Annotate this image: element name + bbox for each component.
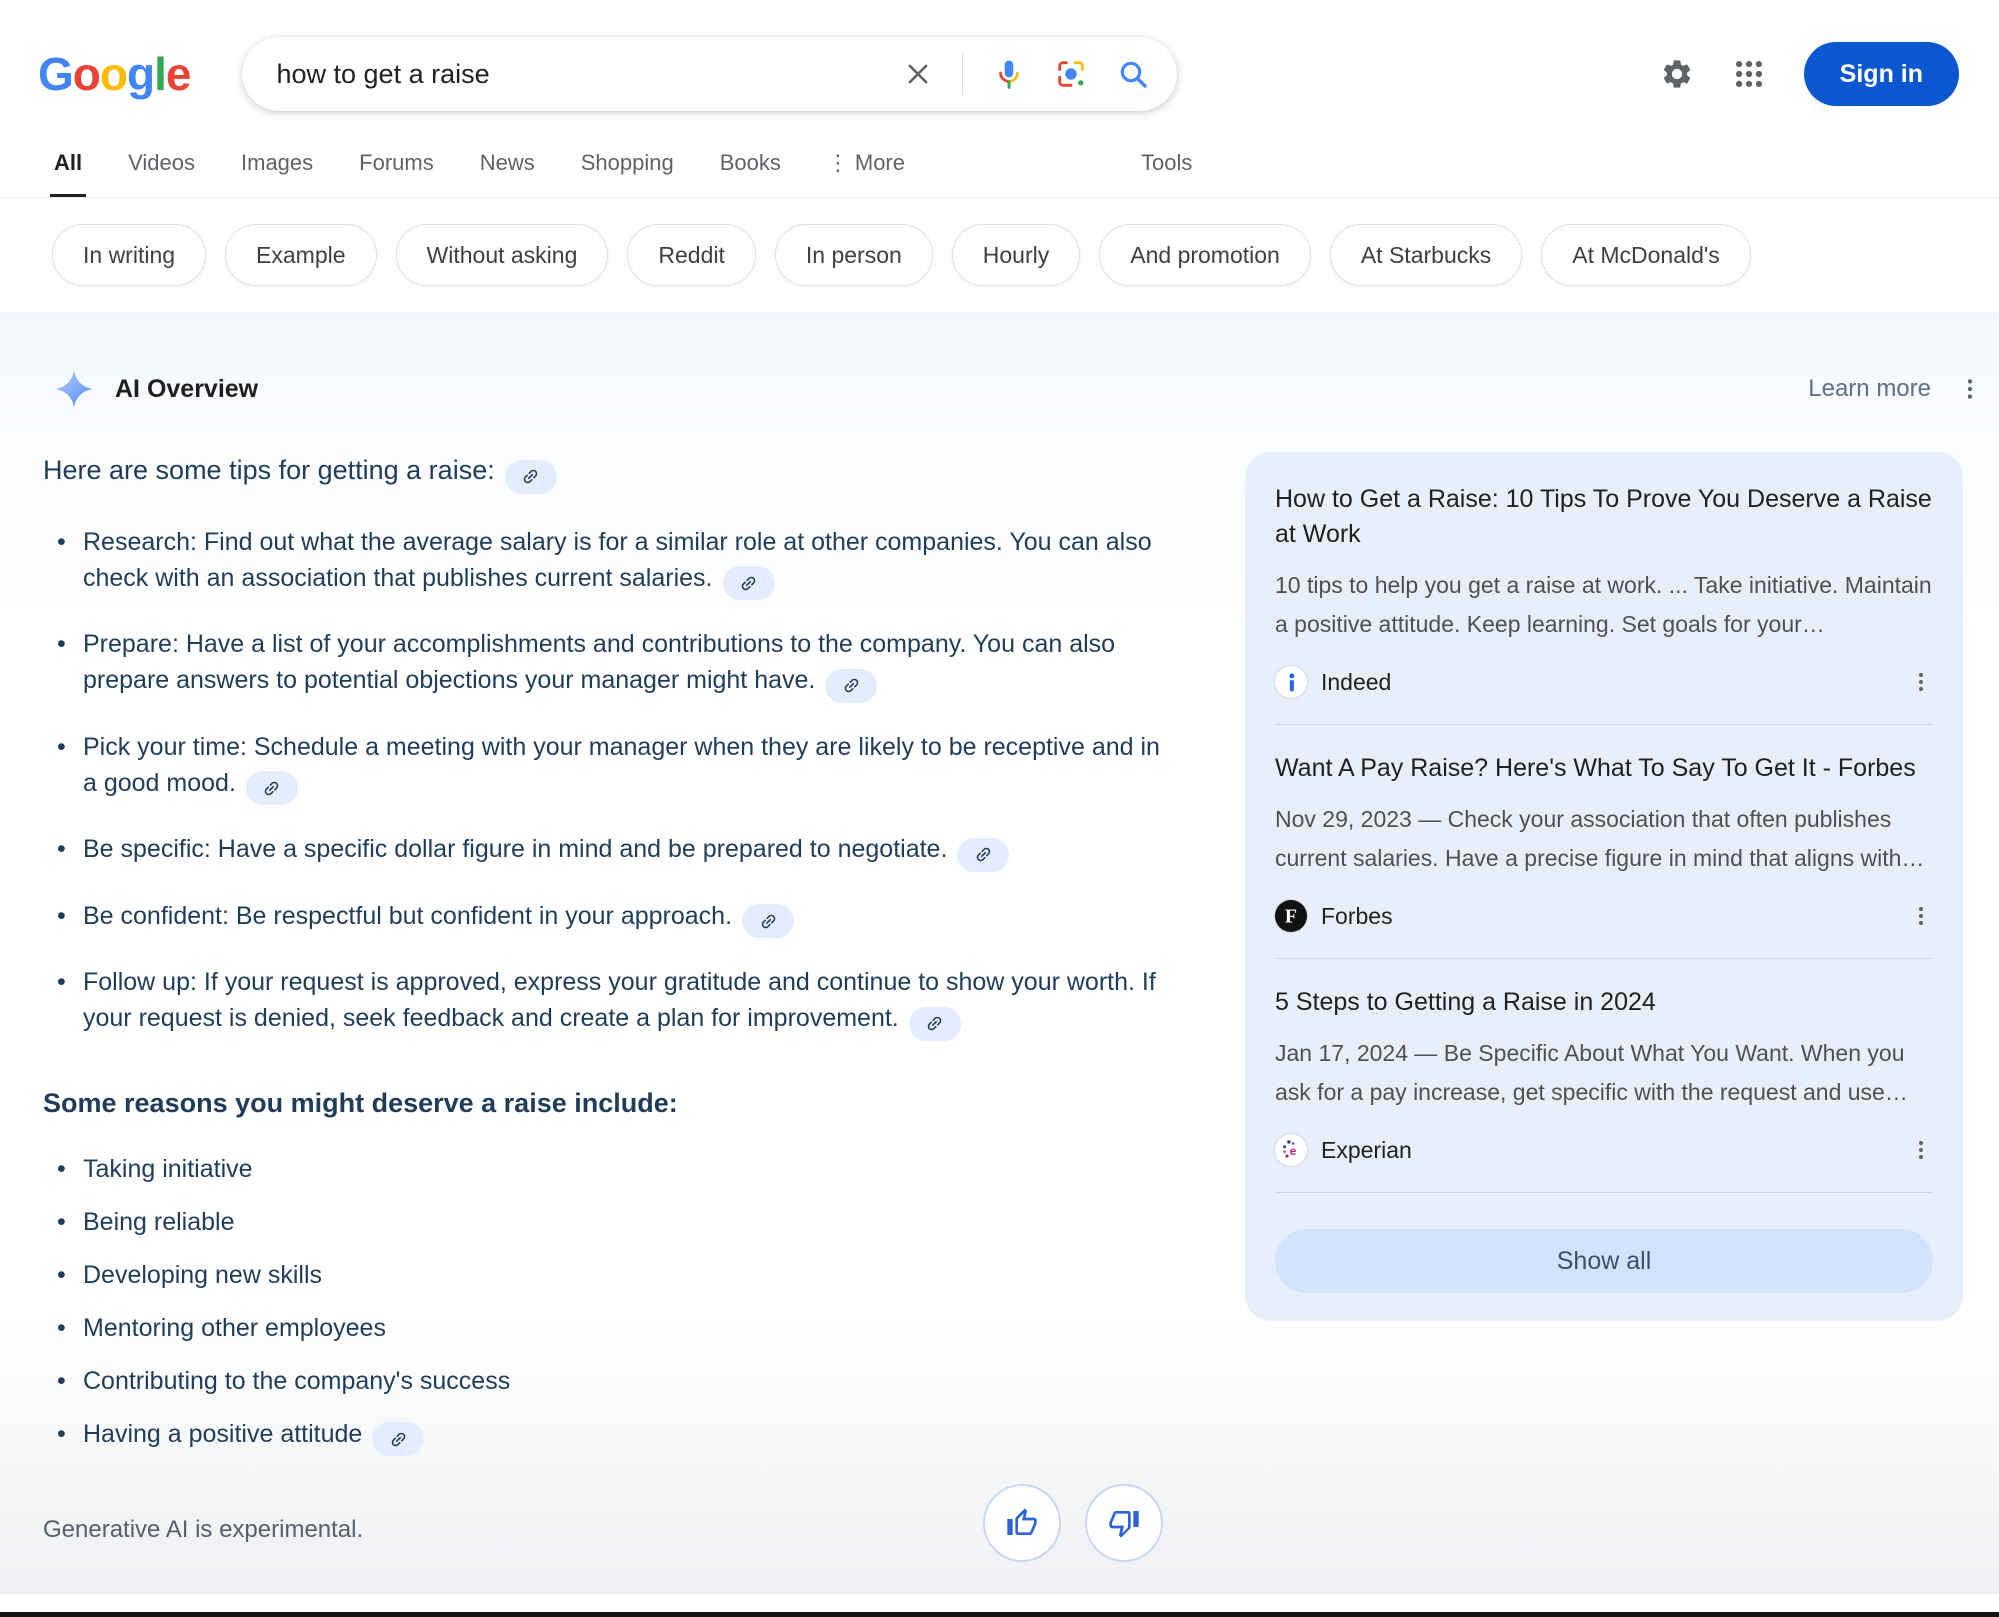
refinement-chip[interactable]: In writing [52, 224, 206, 286]
reason-item: • Taking initiative [43, 1151, 1163, 1187]
ai-overview-section [0, 312, 1999, 1594]
search-icon[interactable] [1117, 58, 1149, 90]
source-card-title[interactable]: Want A Pay Raise? Here's What To Say To Get It - Forbes [1275, 754, 1916, 782]
source-name[interactable]: Indeed [1321, 668, 1392, 695]
ai-overview-title: AI Overview [115, 374, 259, 403]
reasons-list [43, 1151, 1163, 1457]
tip-item: • Pick your time: Schedule a meeting with your manager when they are likely to be receptive and in a good mood. [43, 729, 1163, 806]
citation-chip[interactable] [909, 1007, 961, 1041]
search-tabs [0, 118, 1999, 198]
card-menu-icon[interactable] [1909, 670, 1933, 694]
citation-chip[interactable] [505, 460, 557, 494]
source-card-snippet: Jan 17, 2024 — Be Specific About What You Want. When you ask for a pay increase, get specific with the request and use… [1275, 1040, 1908, 1105]
search-tab-label: All [54, 150, 83, 175]
ai-answer-column [43, 452, 1163, 1473]
card-menu-icon[interactable] [1909, 904, 1933, 928]
search-bar[interactable] [242, 37, 1177, 111]
ai-overview-menu-icon[interactable] [1957, 376, 1983, 402]
source-card-snippet: 10 tips to help you get a raise at work. ... Take initiative. Maintain a positive attitude. Keep learning. Set goals for your… [1275, 572, 1932, 637]
source-name[interactable]: Experian [1321, 1136, 1412, 1163]
reason-item: • Contributing to the company's success [43, 1363, 1163, 1399]
card-menu-icon[interactable] [1909, 1138, 1933, 1162]
ai-overview-header [0, 312, 1999, 408]
more-menu-icon: ⋮ [826, 150, 849, 175]
tip-item: • Research: Find out what the average salary is for a similar role at other companies. You can also check with an association that publishes current salaries. [43, 524, 1163, 601]
apps-icon[interactable] [1732, 57, 1766, 91]
refinement-chip[interactable]: In person [775, 224, 933, 286]
reason-item: • Being reliable [43, 1204, 1163, 1240]
tip-item: • Prepare: Have a list of your accomplishments and contributions to the company. You can also prepare answers to potential objections your manager might have. [43, 626, 1163, 703]
refinement-chip[interactable]: Reddit [627, 224, 755, 286]
ai-sparkle-icon [55, 370, 93, 408]
tools-label: Tools [1141, 150, 1193, 175]
refinement-chip[interactable]: And promotion [1099, 224, 1311, 286]
source-card-title[interactable]: 5 Steps to Getting a Raise in 2024 [1275, 988, 1656, 1016]
citation-chip[interactable] [957, 838, 1009, 872]
search-divider [962, 53, 963, 95]
tip-item: • Be confident: Be respectful but confident in your approach. [43, 898, 1163, 939]
search-tab[interactable] [50, 150, 86, 197]
search-tab[interactable] [476, 150, 539, 197]
screen-bottom-edge [0, 1612, 1999, 1617]
svg-text:e: e [1289, 1144, 1297, 1159]
refinement-chip[interactable]: At McDonald's [1541, 224, 1751, 286]
source-card [1275, 751, 1933, 932]
citation-chip[interactable] [723, 566, 775, 600]
search-tab-label: Videos [128, 150, 195, 175]
search-input[interactable] [276, 59, 904, 90]
experimental-note: Generative AI is experimental. [43, 1516, 364, 1543]
sign-in-button[interactable]: Sign in [1804, 42, 1959, 106]
header [0, 0, 1999, 118]
citation-chip[interactable] [742, 904, 794, 938]
search-tab-label: Images [241, 150, 314, 175]
experian-favicon [1275, 1134, 1307, 1166]
search-tab[interactable] [577, 150, 678, 197]
search-tab-label: News [479, 150, 535, 175]
reason-item: • Developing new skills [43, 1257, 1163, 1293]
reason-item: • Having a positive attitude [43, 1416, 1163, 1457]
search-tab-label: Books [719, 150, 781, 175]
refinement-chips [0, 198, 1999, 312]
search-tab-label: Forums [359, 150, 434, 175]
search-tab-label: More [854, 150, 905, 175]
search-tab-label: Shopping [580, 150, 674, 175]
tips-list [43, 524, 1163, 1041]
forbes-favicon [1275, 900, 1307, 932]
ai-footer [0, 1474, 1999, 1594]
settings-icon[interactable] [1660, 57, 1694, 91]
search-tab[interactable] [237, 150, 317, 197]
indeed-favicon [1275, 666, 1307, 698]
citation-chip[interactable] [372, 1422, 424, 1456]
clear-icon[interactable] [904, 60, 932, 88]
svg-text:F: F [1284, 905, 1298, 928]
source-card [1275, 482, 1933, 698]
search-tab[interactable] [716, 150, 785, 197]
tip-item: • Follow up: If your request is approved, express your gratitude and continue to show your worth. If your request is denied, seek feedback and create a plan for improvement. [43, 964, 1163, 1041]
card-divider [1275, 958, 1933, 959]
lens-icon[interactable] [1055, 58, 1087, 90]
tab-tools[interactable] [1137, 150, 1196, 197]
source-card-snippet: Nov 29, 2023 — Check your association that often publishes current salaries. Have a precise figure in mind that aligns with… [1275, 806, 1925, 871]
search-tab[interactable] [124, 150, 199, 197]
mic-icon[interactable] [993, 58, 1025, 90]
show-all-button[interactable]: Show all [1275, 1229, 1933, 1293]
ai-intro-heading: Here are some tips for getting a raise: [43, 452, 1163, 494]
search-tab[interactable] [823, 150, 909, 197]
search-tab[interactable] [355, 150, 438, 197]
google-logo[interactable]: Google [38, 48, 191, 100]
tip-item: • Be specific: Have a specific dollar figure in mind and be prepared to negotiate. [43, 831, 1163, 872]
card-divider [1275, 1192, 1933, 1193]
refinement-chip[interactable]: Hourly [952, 224, 1080, 286]
refinement-chip[interactable]: Example [225, 224, 376, 286]
refinement-chip[interactable]: Without asking [396, 224, 609, 286]
citation-chip[interactable] [246, 771, 298, 805]
thumbs-down-button[interactable] [1085, 1484, 1163, 1562]
source-card-title[interactable]: How to Get a Raise: 10 Tips To Prove You Deserve a Raise at Work [1275, 485, 1932, 548]
learn-more-link[interactable]: Learn more [1808, 375, 1931, 402]
sources-panel [1245, 452, 1963, 1321]
reason-item: • Mentoring other employees [43, 1310, 1163, 1346]
source-card [1275, 985, 1933, 1166]
card-divider [1275, 724, 1933, 725]
thumbs-up-button[interactable] [983, 1484, 1061, 1562]
source-name[interactable]: Forbes [1321, 902, 1393, 929]
ai-reasons-heading: Some reasons you might deserve a raise include: [43, 1087, 678, 1118]
refinement-chip[interactable]: At Starbucks [1330, 224, 1522, 286]
citation-chip[interactable] [825, 669, 877, 703]
